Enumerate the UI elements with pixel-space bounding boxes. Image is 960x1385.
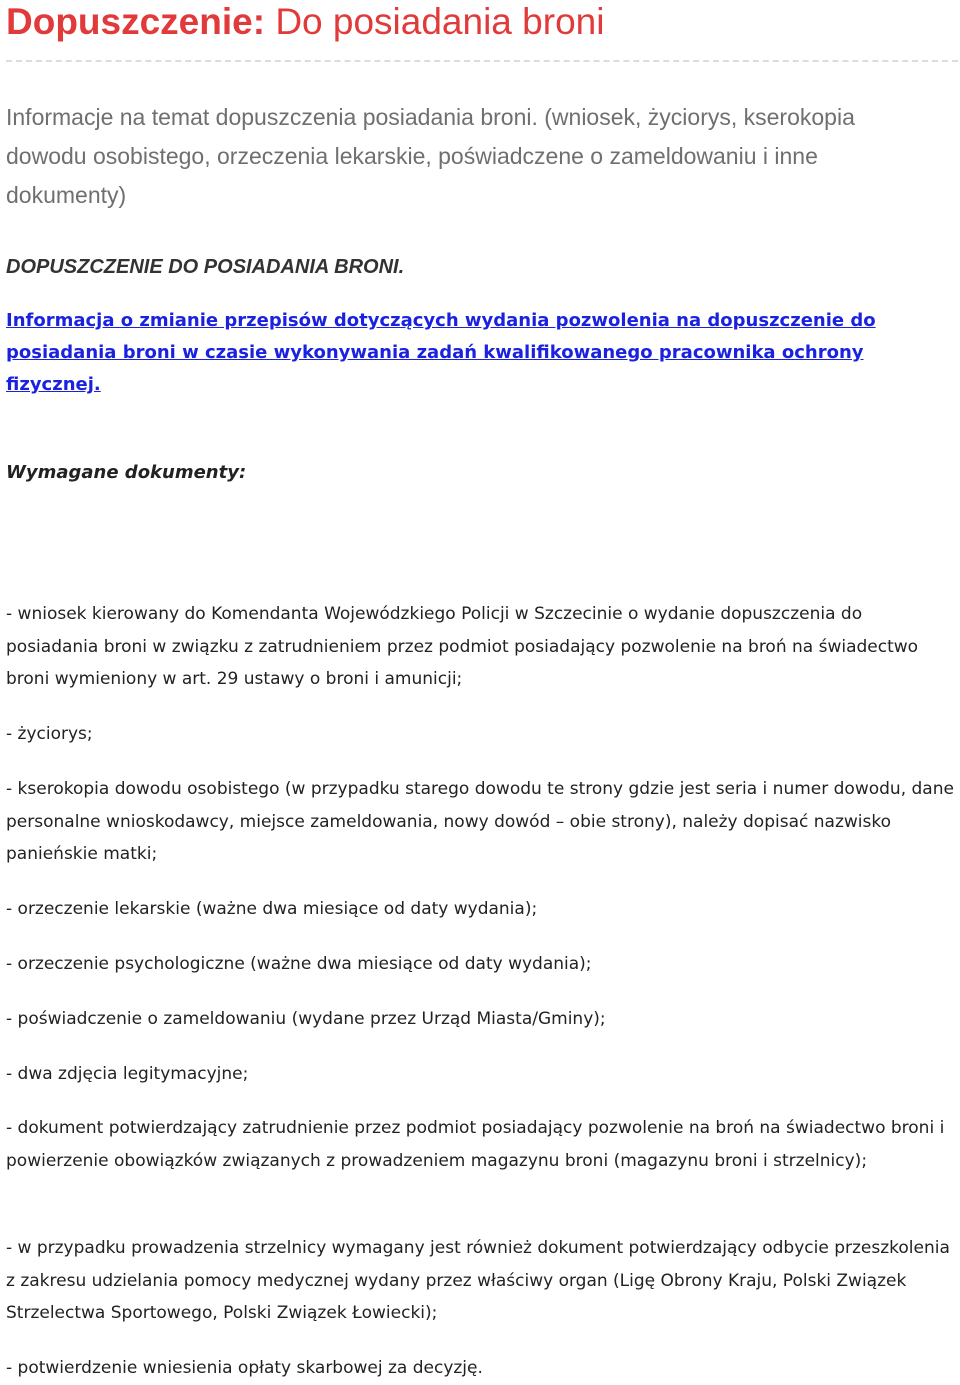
page-title xyxy=(6,0,604,44)
title-divider xyxy=(6,60,958,62)
document-item: - poświadczenie o zameldowaniu (wydane przez Urząd Miasta/Gminy); xyxy=(6,1009,606,1029)
document-item: - orzeczenie lekarskie (ważne dwa miesiące od daty wydania); xyxy=(6,899,538,919)
document-item: - kserokopia dowodu osobistego (w przypadku starego dowodu te strony gdzie jest seria i numer dowodu, dane personalne wnioskodawcy, miejsce zameldowania, nowy dowód – obie strony), należy dopisać nazwisko panieńskie matki; xyxy=(6,779,954,864)
required-documents-heading: Wymagane dokumenty: xyxy=(6,462,247,483)
document-item: - dokument potwierdzający zatrudnienie przez podmiot posiadający pozwolenie na broń na świadectwo broni i powierzenie obowiązków związanych z prowadzeniem magazynu broni (magazynu broni i strzelnicy); xyxy=(6,1118,945,1171)
document-item: - potwierdzenie wniesienia opłaty skarbowej za decyzję. xyxy=(6,1358,483,1378)
page-title-text: Do posiadania broni xyxy=(265,1,605,42)
intro-text: Informacje na temat dopuszczenia posiadania broni. (wniosek, życiorys, kserokopia dowodu osobistego, orzeczenia lekarskie, poświadczene o zameldowaniu i inne dokumenty) xyxy=(6,104,855,208)
document-item: - dwa zdjęcia legitymacyjne; xyxy=(6,1064,249,1084)
document-item: - orzeczenie psychologiczne (ważne dwa miesiące od daty wydania); xyxy=(6,954,592,974)
document-item: - w przypadku prowadzenia strzelnicy wymagany jest również dokument potwierdzający odbycie przeszkolenia z zakresu udzielania pomocy medycznej wydany przez właściwy organ (Ligę Obrony Kraju, Polski Związek Strzelectwa Sportowego, Polski Związek Łowiecki); xyxy=(6,1238,950,1323)
document-item: - wniosek kierowany do Komendanta Wojewódzkiego Policji w Szczecinie o wydanie dopuszczenia do posiadania broni w związku z zatrudnieniem przez podmiot posiadający pozwolenie na broń na świadectwo broni wymieniony w art. 29 ustawy o broni i amunicji; xyxy=(6,604,919,689)
page-title-category: Dopuszczenie: xyxy=(6,1,266,42)
regulation-change-link[interactable]: Informacja o zmianie przepisów dotyczących wydania pozwolenia na dopuszczenie do posiadania broni w czasie wykonywania zadań kwalifikowanego pracownika ochrony fizycznej. xyxy=(6,310,876,395)
section-subheading: DOPUSZCZENIE DO POSIADANIA BRONI. xyxy=(6,256,405,278)
document-item: - życiorys; xyxy=(6,724,93,744)
